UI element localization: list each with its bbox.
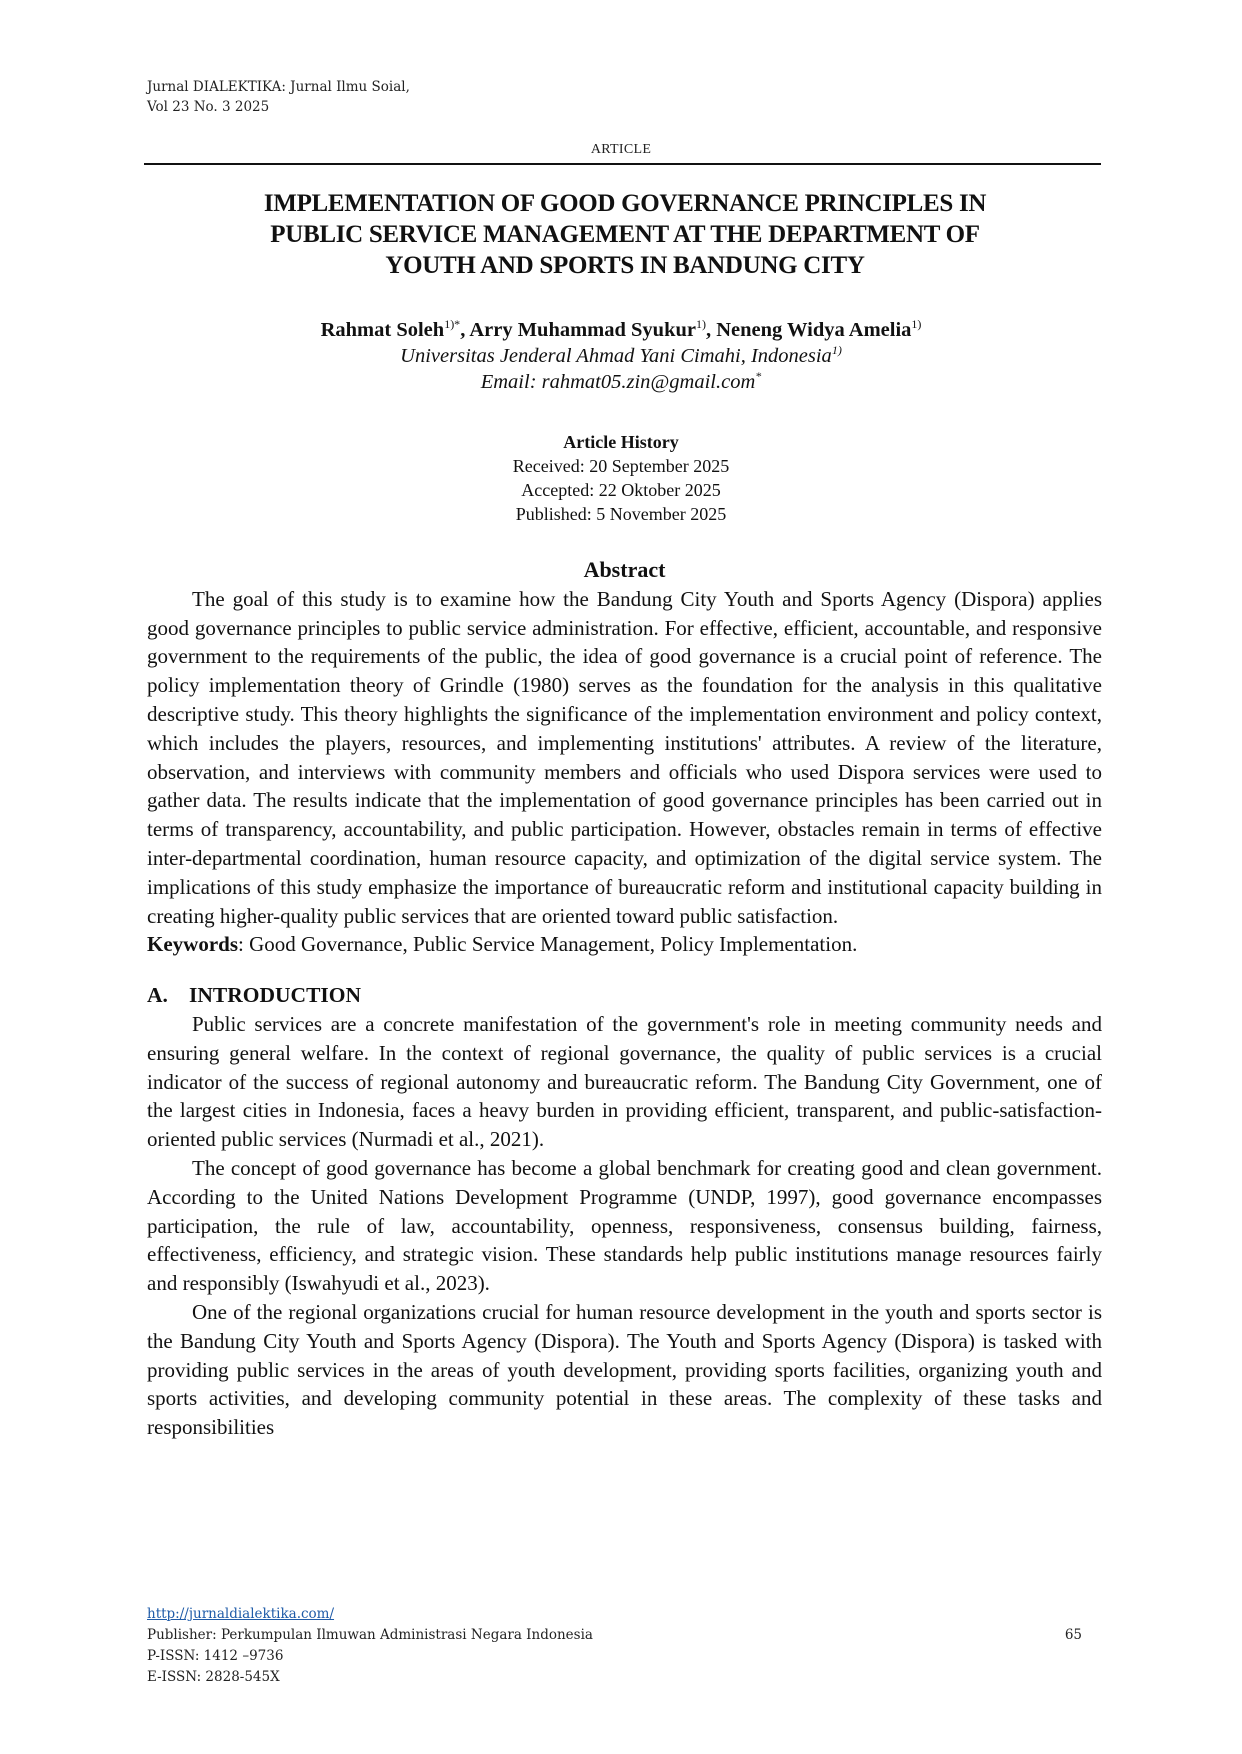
author-block [0,317,1242,395]
paper-title [150,188,1100,281]
article-history [0,430,1242,526]
running-header [147,77,410,117]
author-name: Arry Muhammad Syukur [469,319,696,341]
section-number: A. [147,983,168,1008]
keywords-label: Keywords [147,932,238,957]
keywords [147,930,1102,959]
main-body [147,556,1102,1442]
affiliation-superscript: 1) [831,343,842,357]
page-footer [147,1604,1082,1688]
title-line-1: IMPLEMENTATION OF GOOD GOVERNANCE PRINCIPLES IN [263,190,987,217]
accepted-date: Accepted: 22 Oktober 2025 [521,480,721,500]
author-separator: , [705,319,717,341]
author-name: Neneng Widya Amelia [716,319,912,341]
abstract-heading: Abstract [583,557,666,582]
title-line-3: YOUTH AND SPORTS IN BANDUNG CITY [385,252,865,279]
publisher: Publisher: Perkumpulan Ilmuwan Administrasi Negara Indonesia [147,1627,593,1643]
electronic-issn: E-ISSN: 2828-545X [147,1669,280,1685]
intro-paragraph-2: The concept of good governance has become a global benchmark for creating good and clean government. According to the United Nations Development Programme (UNDP, 1997), good governance encompasses participation, the rule of law, accountability, openness, responsiveness, consensus building, fairness, effectiveness, efficiency, and strategic vision. These standards help public institutions manage resources fairly and responsibly (Iswahyudi et al., 2023). [147,1155,1102,1296]
intro-paragraph-1: Public services are a concrete manifestation of the government's role in meeting community needs and ensuring general welfare. In the context of regional governance, the quality of public services is a crucial indicator of the success of regional autonomy and bureaucratic reform. The Bandung City Government, one of the largest cities in Indonesia, faces a heavy burden in providing efficient, transparent, and public-satisfaction-oriented public services (Nurmadi et al., 2021). [147,1011,1102,1152]
header-divider [144,163,1101,165]
title-line-2: PUBLIC SERVICE MANAGEMENT AT THE DEPARTMENT OF [270,221,980,248]
journal-name: Jurnal DIALEKTIKA: Jurnal Ilmu Soial, [147,79,410,95]
received-date: Received: 20 September 2025 [512,456,730,476]
section-title: INTRODUCTION [189,983,362,1008]
print-issn: P-ISSN: 1412 –9736 [147,1648,284,1664]
intro-paragraph-3: One of the regional organizations crucial for human resource development in the youth and sports sector is the Bandung City Youth and Sports Agency (Dispora). The Youth and Sports Agency (Dispora) is tasked with providing public services in the areas of youth development, providing sports facilities, organizing youth and sports activities, and developing community potential in these areas. The complexity of these tasks and responsibilities [147,1299,1102,1440]
author-name: Rahmat Soleh [320,319,445,341]
journal-website-link[interactable]: http://jurnaldialektika.com/ [147,1606,335,1622]
history-heading: Article History [563,432,679,452]
email-superscript: * [755,369,762,383]
article-type-label: ARTICLE [590,142,652,157]
author-separator: , [460,319,470,341]
journal-volume: Vol 23 No. 3 2025 [147,99,270,115]
published-date: Published: 5 November 2025 [515,504,727,524]
author-superscript: 1) [695,317,706,331]
author-superscript: 1) [911,317,922,331]
author-superscript: 1)* [444,317,461,331]
section-heading-introduction [147,981,1102,1010]
author-list [0,317,1242,343]
affiliation: Universitas Jenderal Ahmad Yani Cimahi, Indonesia$^{1)}$ [400,343,842,367]
contact-email: Email: rahmat05.zin@gmail.com* [480,369,762,393]
page-number: 65 [1064,1627,1082,1643]
keywords-list: : Good Governance, Public Service Management, Policy Implementation. [238,932,858,957]
abstract-text: The goal of this study is to examine how the Bandung City Youth and Sports Agency (Dispora) applies good governance principles to public service administration. For effective, efficient, accountable, and responsive government to the requirements of the public, the idea of good governance is a crucial point of reference. The policy implementation theory of Grindle (1980) serves as the foundation for the analysis in this qualitative descriptive study. This theory highlights the significance of the implementation environment and policy context, which includes the players, resources, and implementing institutions' attributes. A review of the literature, observation, and interviews with community members and officials who used Dispora services were used to gather data. The results indicate that the implementation of good governance principles has been carried out in terms of transparency, accountability, and public participation. However, obstacles remain in terms of effective inter-departmental coordination, human resource capacity, and optimization of the digital service system. The implications of this study emphasize the importance of bureaucratic reform and institutional capacity building in creating higher-quality public services that are oriented toward public satisfaction. [147,586,1102,928]
